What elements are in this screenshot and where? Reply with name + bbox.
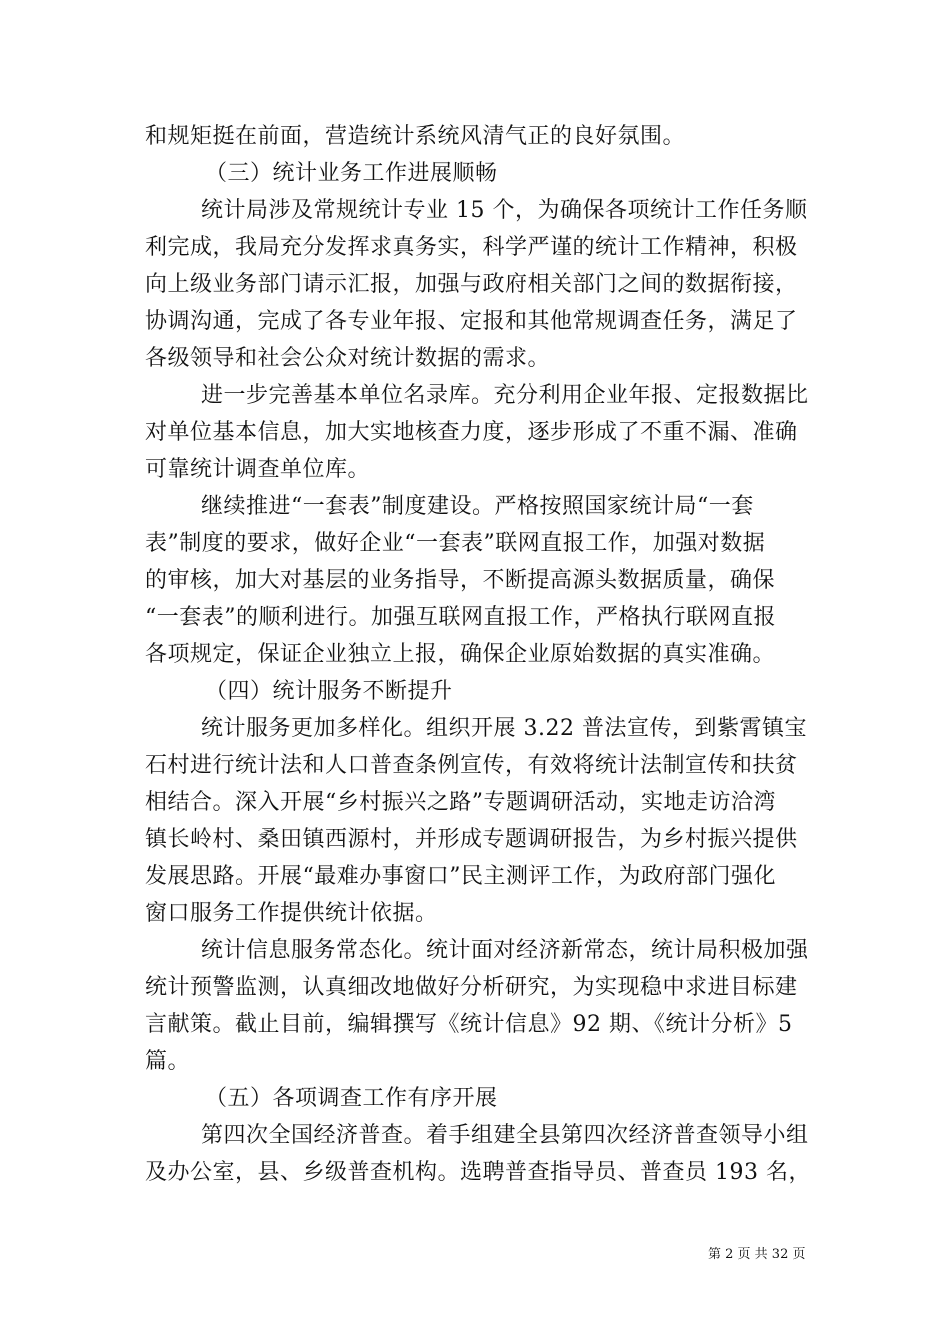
text-line: 向上级业务部门请示汇报，加强与政府相关部门之间的数据衔接， — [145, 272, 798, 297]
text-line: 篇。 — [145, 1049, 191, 1074]
text-line: 统计信息服务常态化。统计面对经济新常态，统计局积极加强 — [201, 938, 809, 963]
text-line: 镇长岭村、桑田镇西源村，并形成专题调研报告，为乡村振兴提供 — [145, 827, 798, 852]
text-line: 对单位基本信息，加大实地核查力度，逐步形成了不重不漏、准确 — [145, 420, 798, 445]
text-line: 表”制度的要求，做好企业“一套表”联网直报工作，加强对数据 — [145, 531, 766, 556]
text-line: 统计局涉及常规统计专业 15 个，为确保各项统计工作任务顺 — [201, 198, 808, 223]
text-line: 进一步完善基本单位名录库。充分利用企业年报、定报数据比 — [201, 383, 809, 408]
text-line: 可靠统计调查单位库。 — [145, 457, 371, 482]
section-heading: （四）统计服务不断提升 — [205, 679, 453, 704]
text-line: 利完成，我局充分发挥求真务实，科学严谨的统计工作精神，积极 — [145, 235, 798, 260]
section-heading: （五）各项调查工作有序开展 — [205, 1086, 498, 1111]
text-line: 和规矩挺在前面，营造统计系统风清气正的良好氛围。 — [145, 124, 686, 149]
text-line: 窗口服务工作提供统计依据。 — [145, 901, 438, 926]
section-heading: （三）统计业务工作进展顺畅 — [205, 161, 498, 186]
page-number: 第 2 页 共 32 页 — [708, 1247, 806, 1262]
text-line: 及办公室，县、乡级普查机构。选聘普查指导员、普查员 193 名， — [145, 1160, 811, 1185]
text-line: 各项规定，保证企业独立上报，确保企业原始数据的真实准确。 — [145, 642, 776, 667]
text-line: “一套表”的顺利进行。加强互联网直报工作，严格执行联网直报 — [145, 605, 776, 630]
text-line: 统计预警监测，认真细改地做好分析研究，为实现稳中求进目标建 — [145, 975, 798, 1000]
body-text — [145, 118, 815, 1191]
text-line: 第四次全国经济普查。着手组建全县第四次经济普查领导小组 — [201, 1123, 809, 1148]
text-line: 相结合。深入开展“乡村振兴之路”专题调研活动，实地走访洽湾 — [145, 790, 776, 815]
text-line: 协调沟通，完成了各专业年报、定报和其他常规调查任务，满足了 — [145, 309, 798, 334]
text-line: 发展思路。开展“最难办事窗口”民主测评工作，为政府部门强化 — [145, 864, 776, 889]
text-line: 言献策。截止目前，编辑撰写《统计信息》92 期、《统计分析》5 — [145, 1012, 793, 1037]
text-line: 继续推进“一套表”制度建设。严格按照国家统计局“一套 — [201, 494, 754, 519]
text-line: 统计服务更加多样化。组织开展 3.22 普法宣传，到紫霄镇宝 — [201, 716, 807, 741]
text-line: 的审核，加大对基层的业务指导，不断提高源头数据质量，确保 — [145, 568, 776, 593]
text-line: 各级领导和社会公众对统计数据的需求。 — [145, 346, 551, 371]
text-line: 石村进行统计法和人口普查条例宣传，有效将统计法制宣传和扶贫 — [145, 753, 798, 778]
